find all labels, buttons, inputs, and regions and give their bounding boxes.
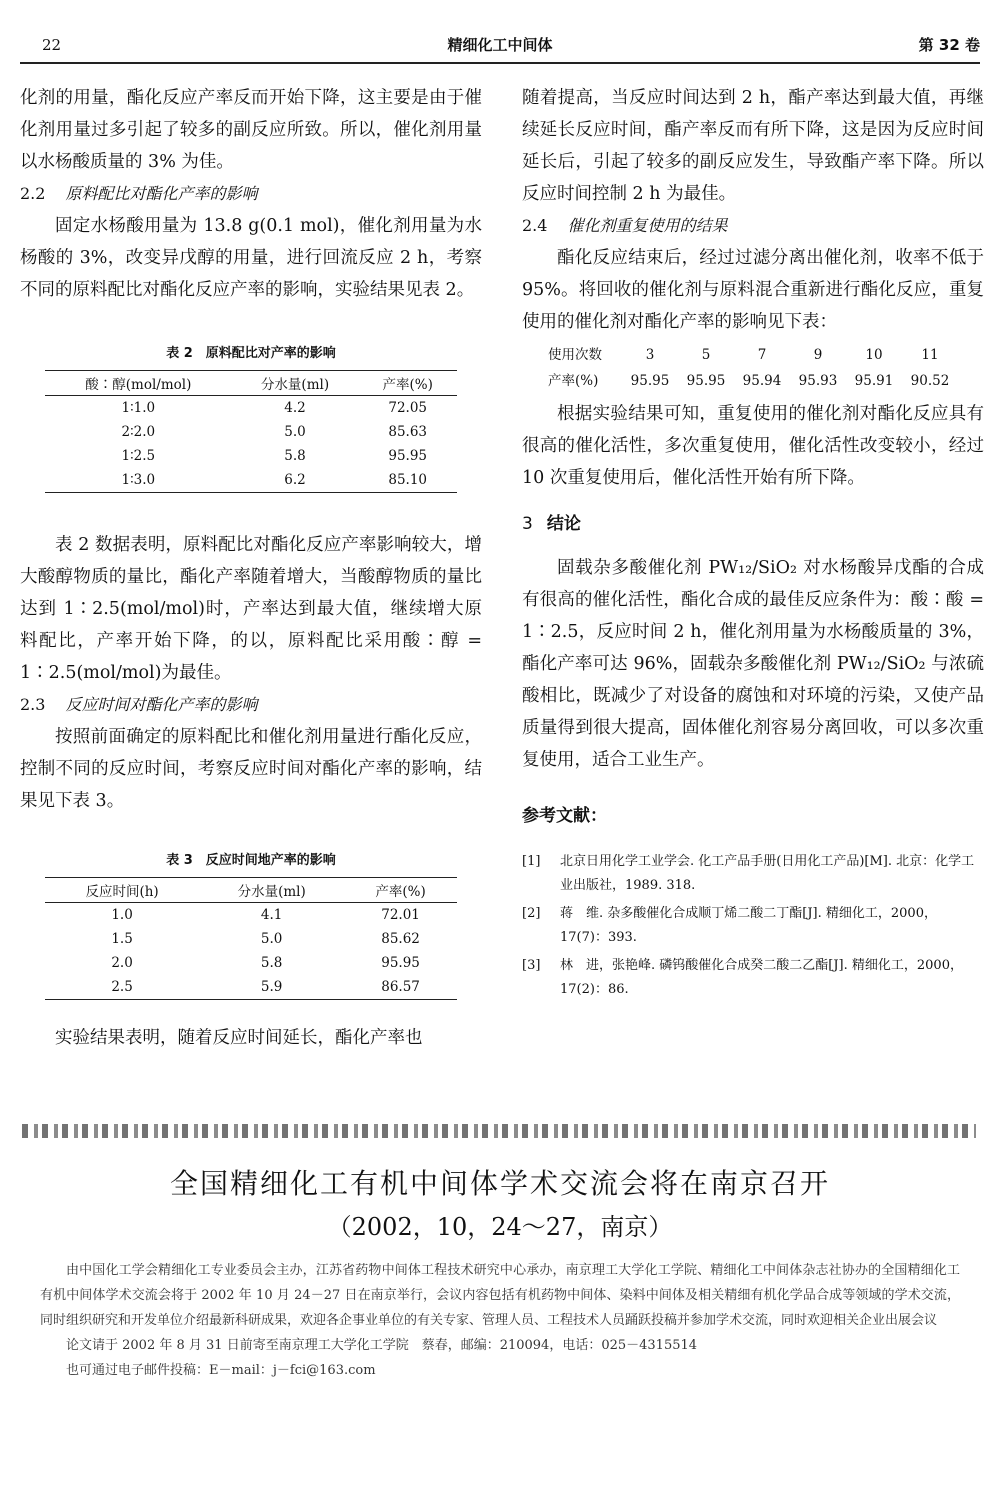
paragraph: 按照前面确定的原料配比和催化剂用量进行酯化反应，控制不同的反应时间，考察反应时间对酯化产率的影响，结果见下表 3。: [20, 727, 482, 811]
table-row: 产率(%) 95.95 95.95 95.94 95.93 95.91 90.52: [548, 373, 950, 389]
paragraph: 随着提高，当反应时间达到 2 h，酯产率达到最大值，再继续延长反应时间，酯产率反而有所下降，这是因为反应时间延长后，引起了较多的副反应发生，导致酯产率下降。所以反应时间控制 2 h 为最佳。: [522, 88, 984, 204]
header-rule: [20, 62, 980, 64]
table-2: [45, 370, 457, 493]
table-header: 产率(%): [344, 878, 457, 903]
table-row: 使用次数 3 5 7 9 10 11: [548, 347, 939, 363]
paragraph: 实验结果表明，随着反应时间延长，酯化产率也: [55, 1028, 423, 1048]
table-row: 1∶3.0 6.2 85.10: [45, 468, 457, 493]
running-header: [20, 32, 980, 58]
table-header: 反应时间(h): [45, 878, 199, 903]
notice-contact: 论文请于 2002 年 8 月 31 日前寄至南京理工大学化工学院 蔡春，邮编：210094，电话：025－4315514: [66, 1338, 698, 1353]
decorative-divider: [22, 1124, 976, 1138]
table-header: 酸∶醇(mol/mol): [45, 371, 232, 396]
table-row: 1.0 4.1 72.01: [111, 907, 420, 923]
section-heading-2-4: 2.4 催化剂重复使用的结果: [522, 216, 728, 235]
reference-item: [1] 北京日用化学工业学会. 化工产品手册(日用化工产品)[M]. 北京：化学工业出版社，1989. 318.: [522, 854, 975, 893]
reference-item: [3] 林 进，张艳峰. 磷钨酸催化合成癸二酸二乙酯[J]. 精细化工，2000，17(2)：86.: [522, 958, 963, 997]
reference-item: [2] 蒋 维. 杂多酸催化合成顺丁烯二酸二丁酯[J]. 精细化工，2000，17(7)：393.: [522, 906, 937, 945]
table-header: 分水量(ml): [199, 878, 344, 903]
table-row: 2.5 5.9 86.57: [45, 975, 457, 1000]
notice-subtitle: （2002，10，24～27，南京）: [327, 1213, 673, 1241]
paragraph: 化剂的用量，酯化反应产率反而开始下降，这主要是由于催化剂用量过多引起了较多的副反应所致。所以，催化剂用量以水杨酸质量的 3% 为佳。: [20, 88, 482, 172]
references-heading: 参考文献：: [522, 806, 607, 826]
table-3: [45, 877, 457, 1000]
table-row: 1∶2.5 5.8 95.95: [121, 448, 428, 464]
journal-title: 精细化工中间体: [447, 36, 553, 54]
page-number: 22: [42, 36, 62, 54]
notice-title: 全国精细化工有机中间体学术交流会将在南京召开: [169, 1167, 830, 1200]
table-2-caption: 表 2 原料配比对产率的影响: [166, 346, 336, 361]
left-column: [20, 82, 482, 1054]
table-header: 分水量(ml): [232, 371, 359, 396]
table-row: 1∶1.0 4.2 72.05: [121, 400, 428, 416]
volume-label: 第 32 卷: [918, 36, 980, 54]
catalyst-reuse-table: [548, 342, 984, 394]
paragraph: 根据实验结果可知，重复使用的催化剂对酯化反应具有很高的催化活性，多次重复使用，催化活性改变较小，经过 10 次重复使用后，催化活性开始有所下降。: [522, 404, 984, 488]
reference-list: [522, 850, 984, 1002]
table-header: 产率(%): [358, 371, 457, 396]
notice-body: 由中国化工学会精细化工专业委员会主办，江苏省药物中间体工程技术研究中心承办，南京理工大学化工学院、精细化工中间体杂志社协办的全国精细化工有机中间体学术交流会将于 2002 年 10 月 24－27 日在南京举行，会议内容包括有机药物中间体、染料中间体及相关精细有机化学品合成等领域的学术交流，同时组织研究和开发单位介绍最新科研成果，欢迎各企事业单位的有关专家、管理人员、工程技术人员踊跃投稿并参加学术交流，同时欢迎相关企业出展会议: [40, 1263, 960, 1328]
conference-notice: [40, 1164, 960, 1383]
section-heading-2-3: 2.3 反应时间对酯化产率的影响: [20, 695, 258, 714]
table-row: 1.5 5.0 85.62: [111, 931, 420, 947]
paragraph: 酯化反应结束后，经过过滤分离出催化剂，收率不低于 95%。将回收的催化剂与原料混合重新进行酯化反应，重复使用的催化剂对酯化产率的影响见下表：: [522, 248, 984, 332]
section-heading-2-2: 2.2 原料配比对酯化产率的影响: [20, 184, 258, 203]
paragraph: 固定水杨酸用量为 13.8 g(0.1 mol)，催化剂用量为水杨酸的 3%，改变异戊醇的用量，进行回流反应 2 h，考察不同的原料配比对酯化反应产率的影响，实验结果见表 2。: [20, 216, 482, 300]
right-column: [522, 82, 984, 1006]
table-3-caption: 表 3 反应时间地产率的影响: [166, 853, 336, 868]
table-row: 2.0 5.8 95.95: [111, 955, 420, 971]
paragraph: 固载杂多酸催化剂 PW₁₂/SiO₂ 对水杨酸异戊酯的合成有很高的催化活性，酯化合成的最佳反应条件为：酸∶酸 = 1∶2.5，反应时间 2 h，催化剂用量为水杨酸质量的 3%，酯化产率可达 96%，固载杂多酸催化剂 PW₁₂/SiO₂ 与浓硫酸相比，既减少了对设备的腐蚀和对环境的污染，又使产品质量得到很大提高，固体催化剂容易分离回收，可以多次重复使用，适合工业生产。: [522, 558, 984, 770]
table-row: 2∶2.0 5.0 85.63: [121, 424, 428, 440]
paragraph: 表 2 数据表明，原料配比对酯化反应产率影响较大，增大酸醇物质的量比，酯化产率随着增大，当酸醇物质的量比达到 1∶2.5(mol/mol)时，产率达到最大值，继续增大原料配比，产率开始下降，的以，原料配比采用酸∶醇 = 1∶2.5(mol/mol)为最佳。: [20, 535, 482, 683]
section-heading-3: 3 结论: [522, 514, 581, 534]
notice-email: 也可通过电子邮件投稿：E－mail：j－fci@163.com: [66, 1363, 376, 1378]
